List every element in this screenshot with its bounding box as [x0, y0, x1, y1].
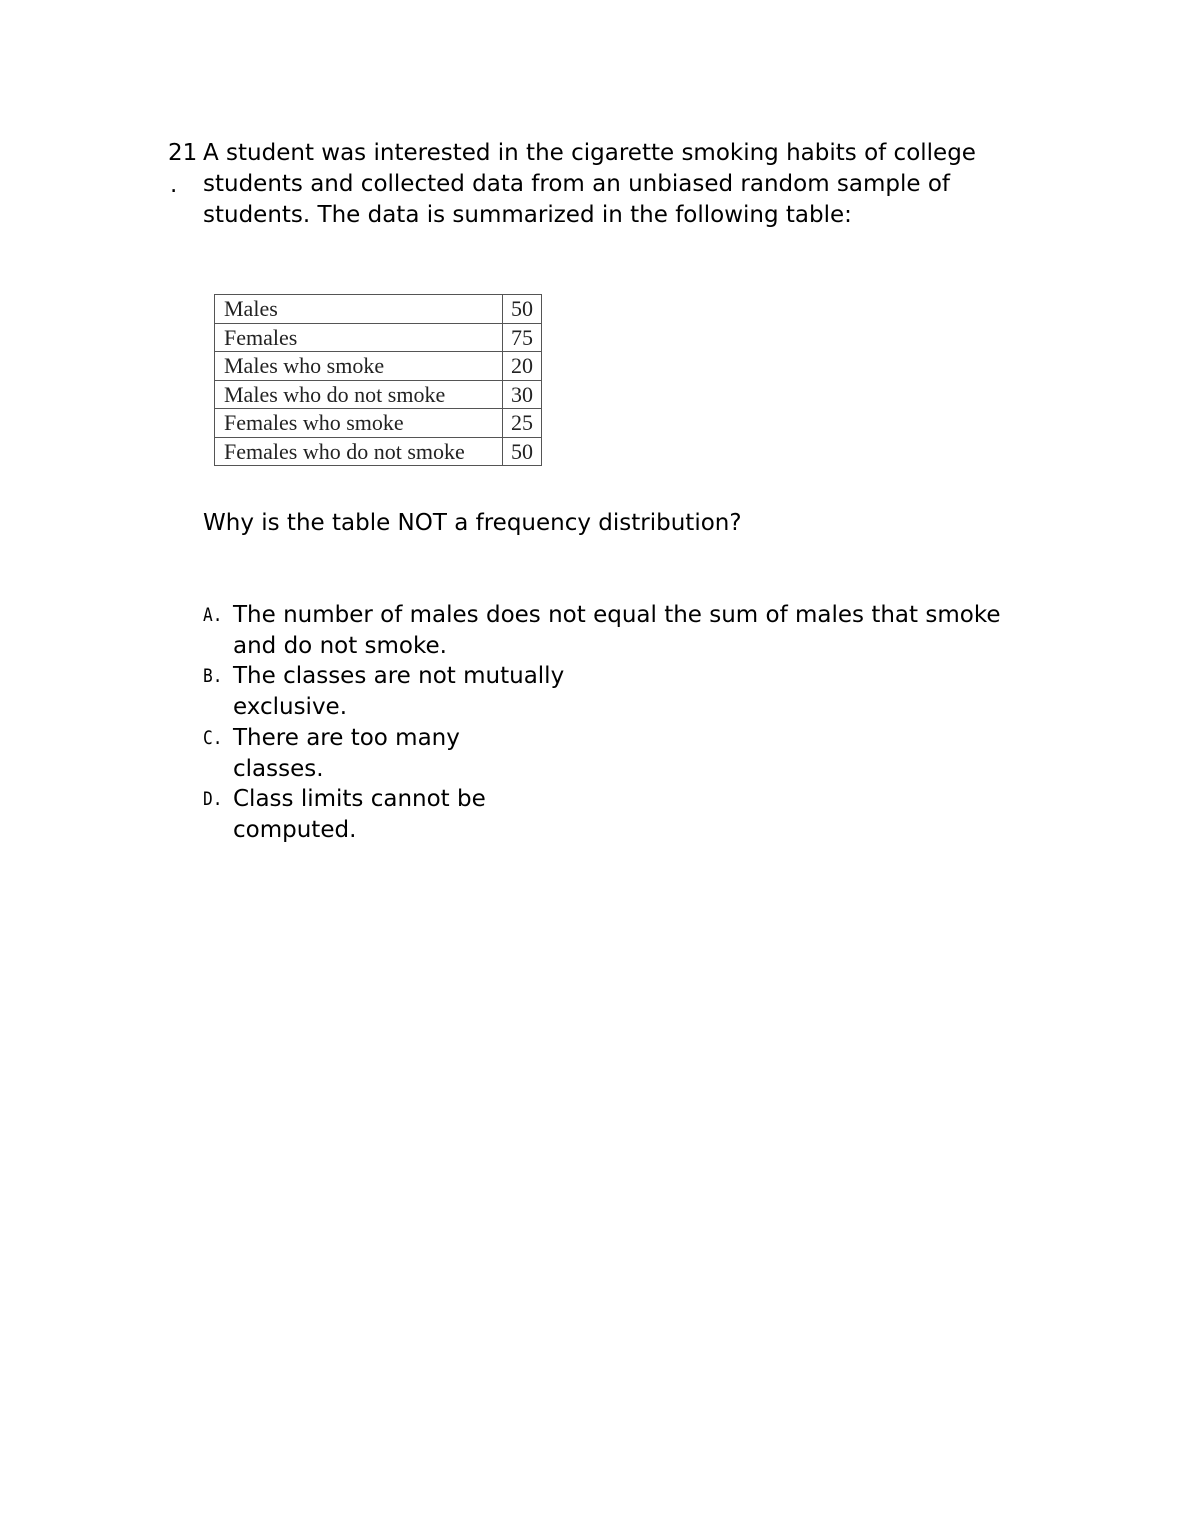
option-text: exclusive. — [233, 694, 348, 721]
option-letter: C. — [203, 726, 223, 749]
question-stem — [203, 138, 1023, 231]
option-text: classes. — [233, 755, 324, 782]
option-b[interactable] — [203, 661, 1033, 722]
option-text: Class limits cannot be — [233, 786, 486, 813]
row-label: Females who do not smoke — [215, 437, 503, 466]
option-letter: B. — [203, 665, 223, 688]
option-letter: A. — [203, 604, 223, 626]
row-label: Males who smoke — [215, 352, 503, 381]
row-value: 75 — [503, 323, 542, 352]
question-prompt: Why is the table NOT a frequency distribution? — [203, 510, 742, 536]
row-value: 50 — [503, 295, 542, 324]
option-letter: D. — [203, 788, 223, 811]
option-d[interactable] — [203, 784, 1033, 845]
row-label: Males who do not smoke — [215, 380, 503, 409]
option-text: and do not smoke. — [233, 632, 447, 659]
stem-line: students. The data is summarized in the following table: — [203, 202, 852, 228]
table-row — [215, 409, 542, 438]
table-row — [215, 323, 542, 352]
stem-line: A student was interested in the cigarette smoking habits of college — [203, 140, 976, 166]
option-text: computed. — [233, 816, 357, 843]
stem-line: students and collected data from an unbiased random sample of — [203, 171, 951, 197]
answer-options — [203, 600, 1033, 846]
table-row — [215, 380, 542, 409]
row-label: Females who smoke — [215, 409, 503, 438]
option-text: The number of males does not equal the sum of males that smoke — [233, 602, 1001, 628]
data-table — [214, 294, 542, 466]
row-value: 20 — [503, 352, 542, 381]
option-text: There are too many — [233, 724, 460, 751]
table-row — [215, 352, 542, 381]
row-value: 50 — [503, 437, 542, 466]
option-a[interactable] — [203, 600, 1033, 661]
table-row — [215, 437, 542, 466]
row-value: 30 — [503, 380, 542, 409]
question-number: 21 — [168, 140, 198, 166]
table-row — [215, 295, 542, 324]
option-text: The classes are not mutually — [233, 663, 565, 690]
row-label: Males — [215, 295, 503, 324]
question-number-dot: . — [170, 172, 178, 198]
option-c[interactable] — [203, 723, 1033, 784]
row-value: 25 — [503, 409, 542, 438]
row-label: Females — [215, 323, 503, 352]
